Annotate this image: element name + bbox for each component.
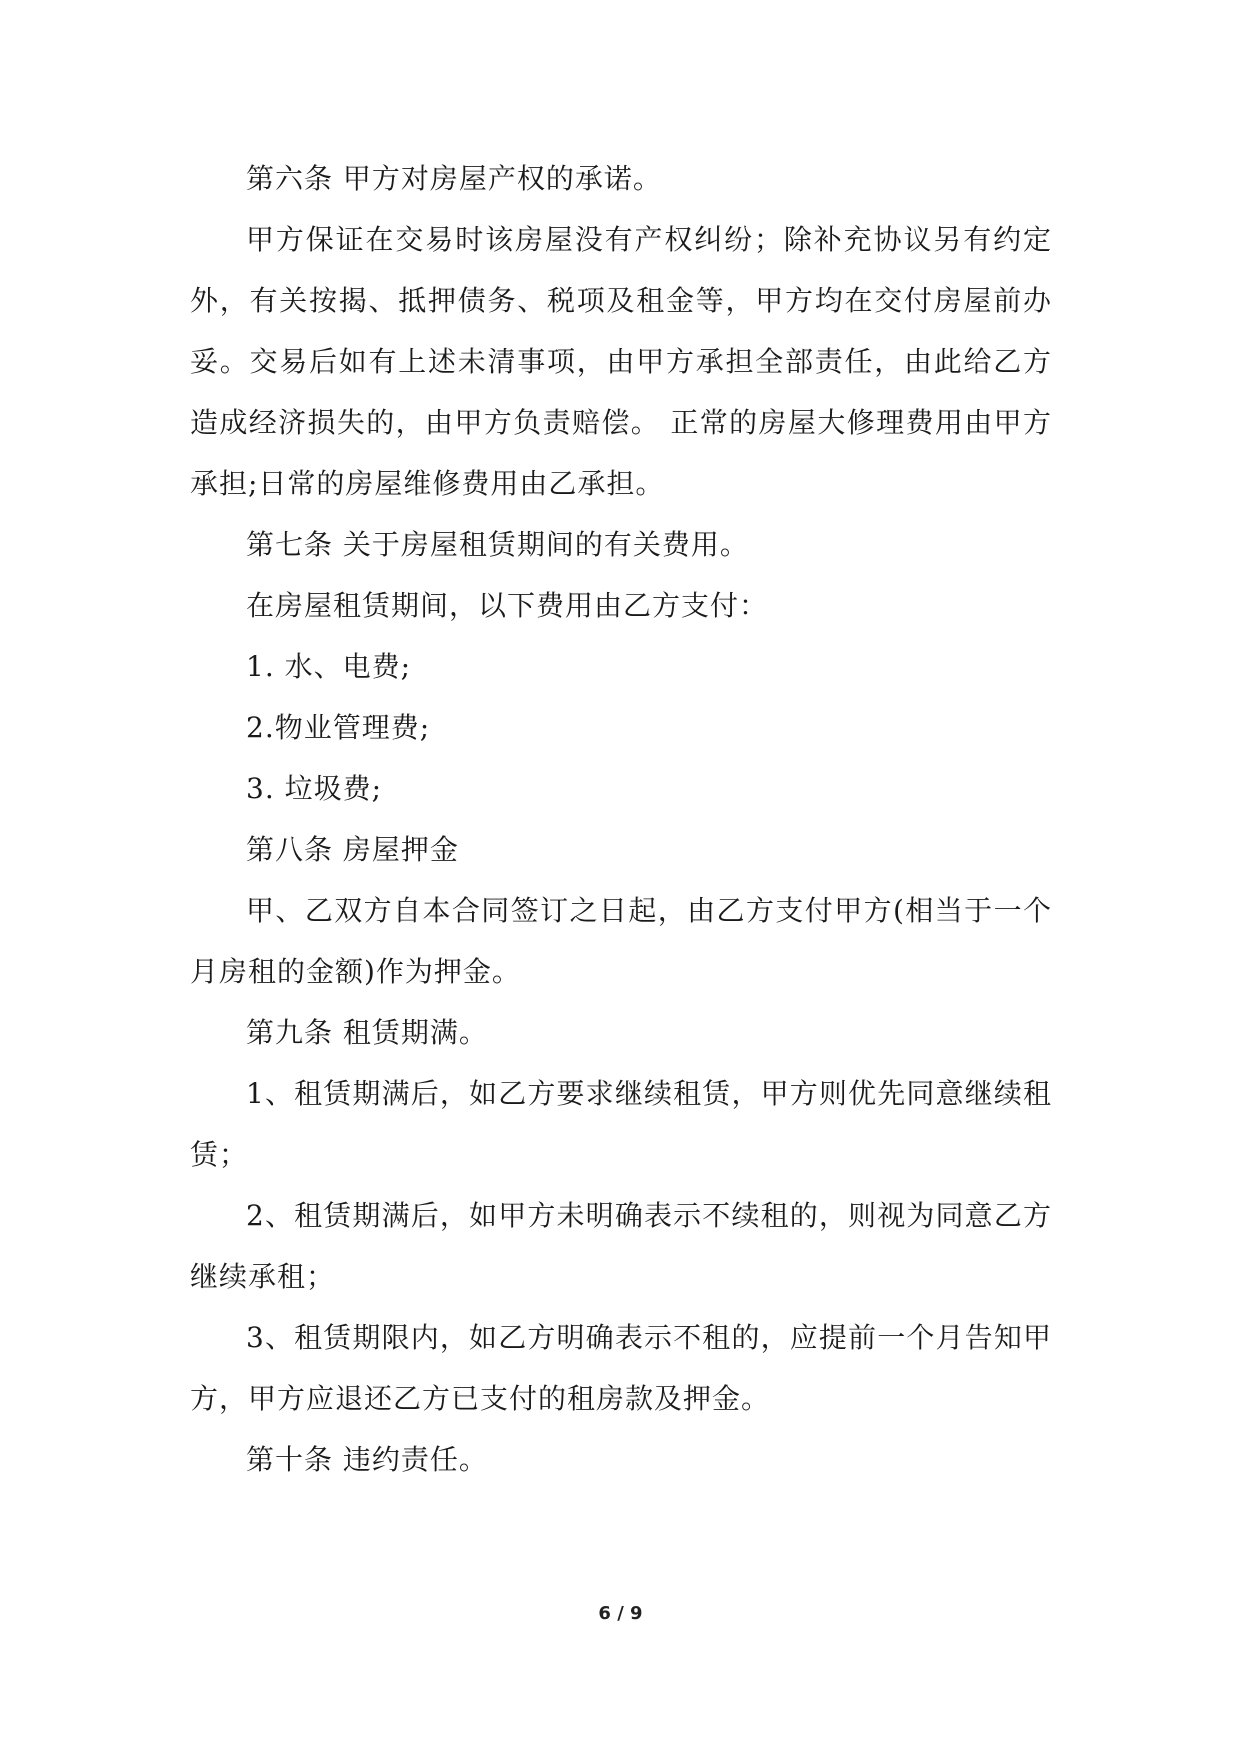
- article-9-item-3: 3、租赁期限内，如乙方明确表示不租的，应提前一个月告知甲方，甲方应退还乙方已支付的租房款及押金。: [190, 1321, 1052, 1415]
- article-7-item-2: 2.物业管理费;: [246, 711, 431, 744]
- article-6-body: 甲方保证在交易时该房屋没有产权纠纷；除补充协议另有约定外，有关按揭、抵押债务、税项及租金等，甲方均在交付房屋前办妥。交易后如有上述未清事项，由甲方承担全部责任，由此给乙方造成经济损失的，由甲方负责赔偿。 正常的房屋大修理费用由甲方承担;日常的房屋维修费用由乙承担。: [190, 223, 1052, 500]
- article-7-intro: 在房屋租赁期间，以下费用由乙方支付：: [246, 589, 769, 622]
- article-7-heading: 第七条 关于房屋租赁期间的有关费用。: [246, 528, 749, 561]
- page-number: 6 / 9: [598, 1603, 643, 1624]
- article-9-heading: 第九条 租赁期满。: [246, 1016, 488, 1049]
- document-body: [190, 148, 1052, 1490]
- article-9-item-1: 1、租赁期满后，如乙方要求继续租赁，甲方则优先同意继续租赁；: [190, 1077, 1052, 1171]
- article-9-item-2: 2、租赁期满后，如甲方未明确表示不续租的，则视为同意乙方继续承租；: [190, 1199, 1052, 1293]
- article-8-heading: 第八条 房屋押金: [246, 833, 459, 866]
- article-10-heading: 第十条 违约责任。: [246, 1443, 488, 1476]
- article-6-heading: 第六条 甲方对房屋产权的承诺。: [246, 162, 662, 195]
- article-7-item-3: 3. 垃圾费;: [246, 772, 383, 805]
- article-8-body: 甲、乙双方自本合同签订之日起，由乙方支付甲方(相当于一个月房租的金额)作为押金。: [190, 894, 1052, 988]
- article-7-item-1: 1. 水、电费;: [246, 650, 412, 683]
